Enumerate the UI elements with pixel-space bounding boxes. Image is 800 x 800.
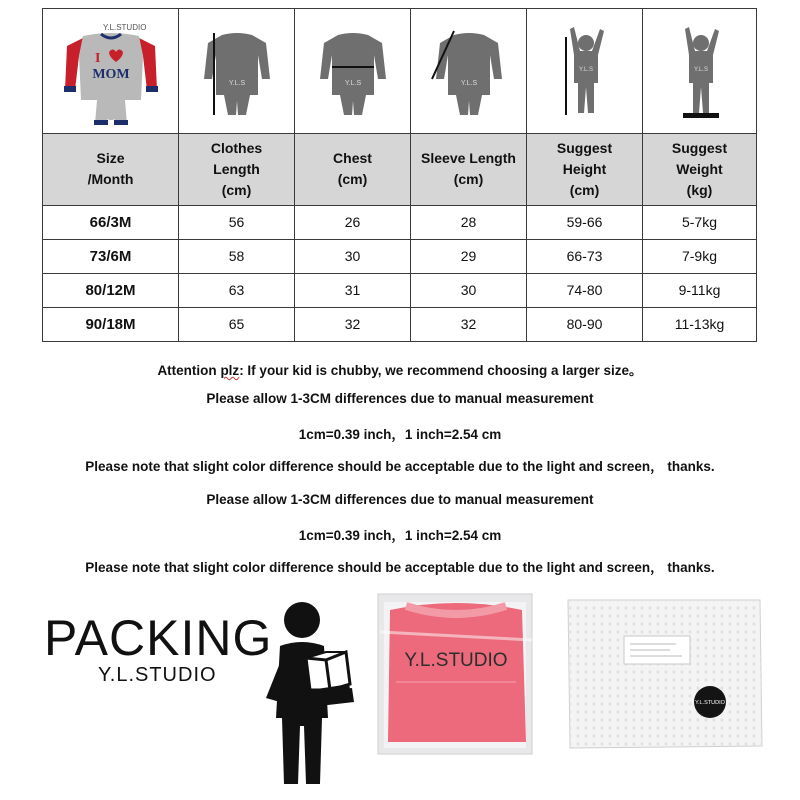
table-cell: 5-7kg [643,205,757,239]
illustration-row [43,9,757,134]
table-cell: 30 [411,273,527,307]
suggest-weight-header: Suggest Weight (kg) [643,134,757,205]
child-height-diagram [540,21,630,121]
height-diagram-cell [527,9,643,134]
table-cell: 26 [295,205,411,239]
table-cell: 59-66 [527,205,643,239]
clothes-length-diagram [192,21,282,121]
size-header: Size /Month [43,134,179,205]
table-cell: 32 [411,307,527,341]
table-row [43,239,757,273]
poly-bag-photo [376,592,536,756]
table-cell: 7-9kg [643,239,757,273]
svg-text:Y.L.S: Y.L.S [460,80,477,88]
table-cell: 66-73 [527,239,643,273]
conversion-note-1: 1cm=0.39 inch，1 inch=2.54 cm [298,427,502,442]
sleeve-length-diagram-cell [411,9,527,134]
table-cell: 31 [295,273,411,307]
sleeve-length-header: Sleeve Length (cm) [411,134,527,205]
measurement-note-2: Please allow 1-3CM differences due to manual measurement [206,492,594,507]
sticker-text: Y.L.STUDIO [695,700,725,706]
size-chart-table [42,8,757,342]
attention-plz: plz [220,363,240,378]
romper-photo [51,16,171,126]
table-cell: 58 [179,239,295,273]
color-note-1: Please note that slight color difference should be acceptable due to the light and screen， thanks. [85,459,715,474]
table-cell: 80-90 [527,307,643,341]
romper-photo-cell [43,9,179,134]
size-cell: 66/3M [43,205,179,239]
table-cell: 65 [179,307,295,341]
table-cell: 11-13kg [643,307,757,341]
table-cell: 56 [179,205,295,239]
table-cell: 9-11kg [643,273,757,307]
measurement-note-1: Please allow 1-3CM differences due to manual measurement [206,391,594,406]
header-row [43,134,757,205]
chest-diagram-cell [295,9,411,134]
bag-logo-text: Y.L.STUDIO [404,650,508,671]
romper-text-i: I [94,51,100,67]
table-row [43,273,757,307]
sleeve-length-diagram [424,21,514,121]
table-cell: 30 [295,239,411,273]
table-cell: 28 [411,205,527,239]
size-cell: 80/12M [43,273,179,307]
chest-diagram [308,21,398,121]
romper-text-mom: MOM [91,67,130,83]
size-cell: 73/6M [43,239,179,273]
suggest-height-header: Suggest Height (cm) [527,134,643,205]
clothes-length-diagram-cell [179,9,295,134]
packing-brand: Y.L.STUDIO [98,664,217,686]
packing-title: PACKING [44,610,273,666]
svg-text:Y.L.S: Y.L.S [578,67,593,74]
svg-text:Y.L.S: Y.L.S [344,80,361,88]
child-weight-diagram [655,21,745,121]
mailer-bag-photo [566,596,764,756]
person-carrying-box-icon [262,598,362,788]
svg-text:Y.L.S: Y.L.S [228,80,245,88]
svg-text:Y.L.S: Y.L.S [693,67,708,74]
chest-header: Chest (cm) [295,134,411,205]
size-cell: 90/18M [43,307,179,341]
table-cell: 63 [179,273,295,307]
weight-diagram-cell [643,9,757,134]
table-cell: 29 [411,239,527,273]
table-row [43,205,757,239]
conversion-note-2: 1cm=0.39 inch，1 inch=2.54 cm [298,528,502,543]
color-note-2: Please note that slight color difference should be acceptable due to the light and screen， thanks. [85,560,715,575]
brand-mini-label: Y.L.STUDIO [103,23,147,32]
table-cell: 74-80 [527,273,643,307]
clothes-length-header: Clothes Length (cm) [179,134,295,205]
table-row [43,307,757,341]
table-cell: 32 [295,307,411,341]
attention-note: Attention plz: If your kid is chubby, we recommend choosing a larger size。 [157,363,643,378]
